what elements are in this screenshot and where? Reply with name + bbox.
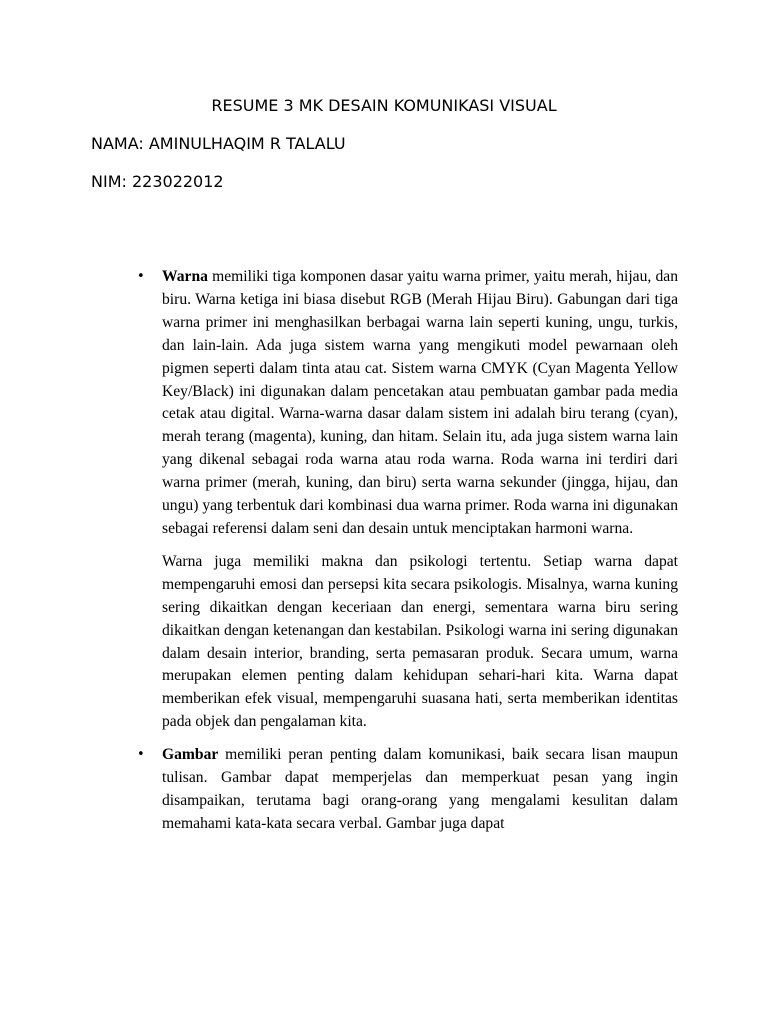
- student-name: NAMA: AMINULHAQIM R TALALU: [91, 134, 346, 153]
- resume-body: [137, 266, 678, 846]
- term-warna: Warna: [162, 268, 208, 285]
- bullet-icon: •: [137, 269, 145, 284]
- warna-description: memiliki tiga komponen dasar yaitu warna primer, yaitu merah, hijau, dan biru. Warna ketiga ini biasa disebut RGB (Merah Hijau Biru). Gabungan dari tiga warna primer ini menghasilkan berbagai warna lain seperti kuning, ungu, turkis, dan lain-lain. Ada juga sistem warna yang mengikuti model pewarnaan oleh pigmen seperti dalam tinta atau cat. Sistem warna CMYK (Cyan Magenta Yellow Key/Black) ini digunakan dalam pencetakan atau pembuatan gambar pada media cetak atau digital. Warna-warna dasar dalam sistem ini adalah biru terang (cyan), merah terang (magenta), kuning, dan hitam. Selain itu, ada juga sistem warna lain yang dikenal sebagai roda warna atau roda warna. Roda warna ini terdiri dari warna primer (merah, kuning, dan biru) serta warna sekunder (jingga, hijau, dan ungu) yang terbentuk dari kombinasi dua warna primer. Roda warna ini digunakan sebagai referensi dalam seni dan desain untuk menciptakan harmoni warna.: [162, 268, 678, 537]
- student-nim: NIM: 223022012: [91, 172, 224, 191]
- bullet-item-gambar: [137, 744, 678, 836]
- document-title: RESUME 3 MK DESAIN KOMUNIKASI VISUAL: [211, 96, 557, 115]
- term-gambar: Gambar: [162, 746, 219, 764]
- warna-psychology-paragraph: Warna juga memiliki makna dan psikologi tertentu. Setiap warna dapat mempengaruhi emosi dan persepsi kita secara psikologis. Misalnya, warna kuning sering dikaitkan dengan keceriaan dan energi, sementara warna biru sering dikaitkan dengan ketenangan dan kestabilan. Psikologi warna ini sering digunakan dalam desain interior, branding, serta pemasaran produk. Secara umum, warna merupakan elemen penting dalam kehidupan sehari-hari kita. Warna dapat memberikan efek visual, mempengaruhi suasana hati, serta memberikan identitas pada objek dan pengalaman kita.: [162, 552, 678, 731]
- gambar-description: memiliki peran penting dalam komunikasi, baik secara lisan maupun tulisan. Gambar dapat memperjelas dan memperkuat pesan yang ingin disampaikan, terutama bagi orang-orang yang mengalami kesulitan dalam memahami kata-kata secara verbal. Gambar juga dapat: [162, 746, 678, 832]
- bullet-icon: •: [137, 747, 145, 763]
- bullet-item-warna: [137, 266, 678, 541]
